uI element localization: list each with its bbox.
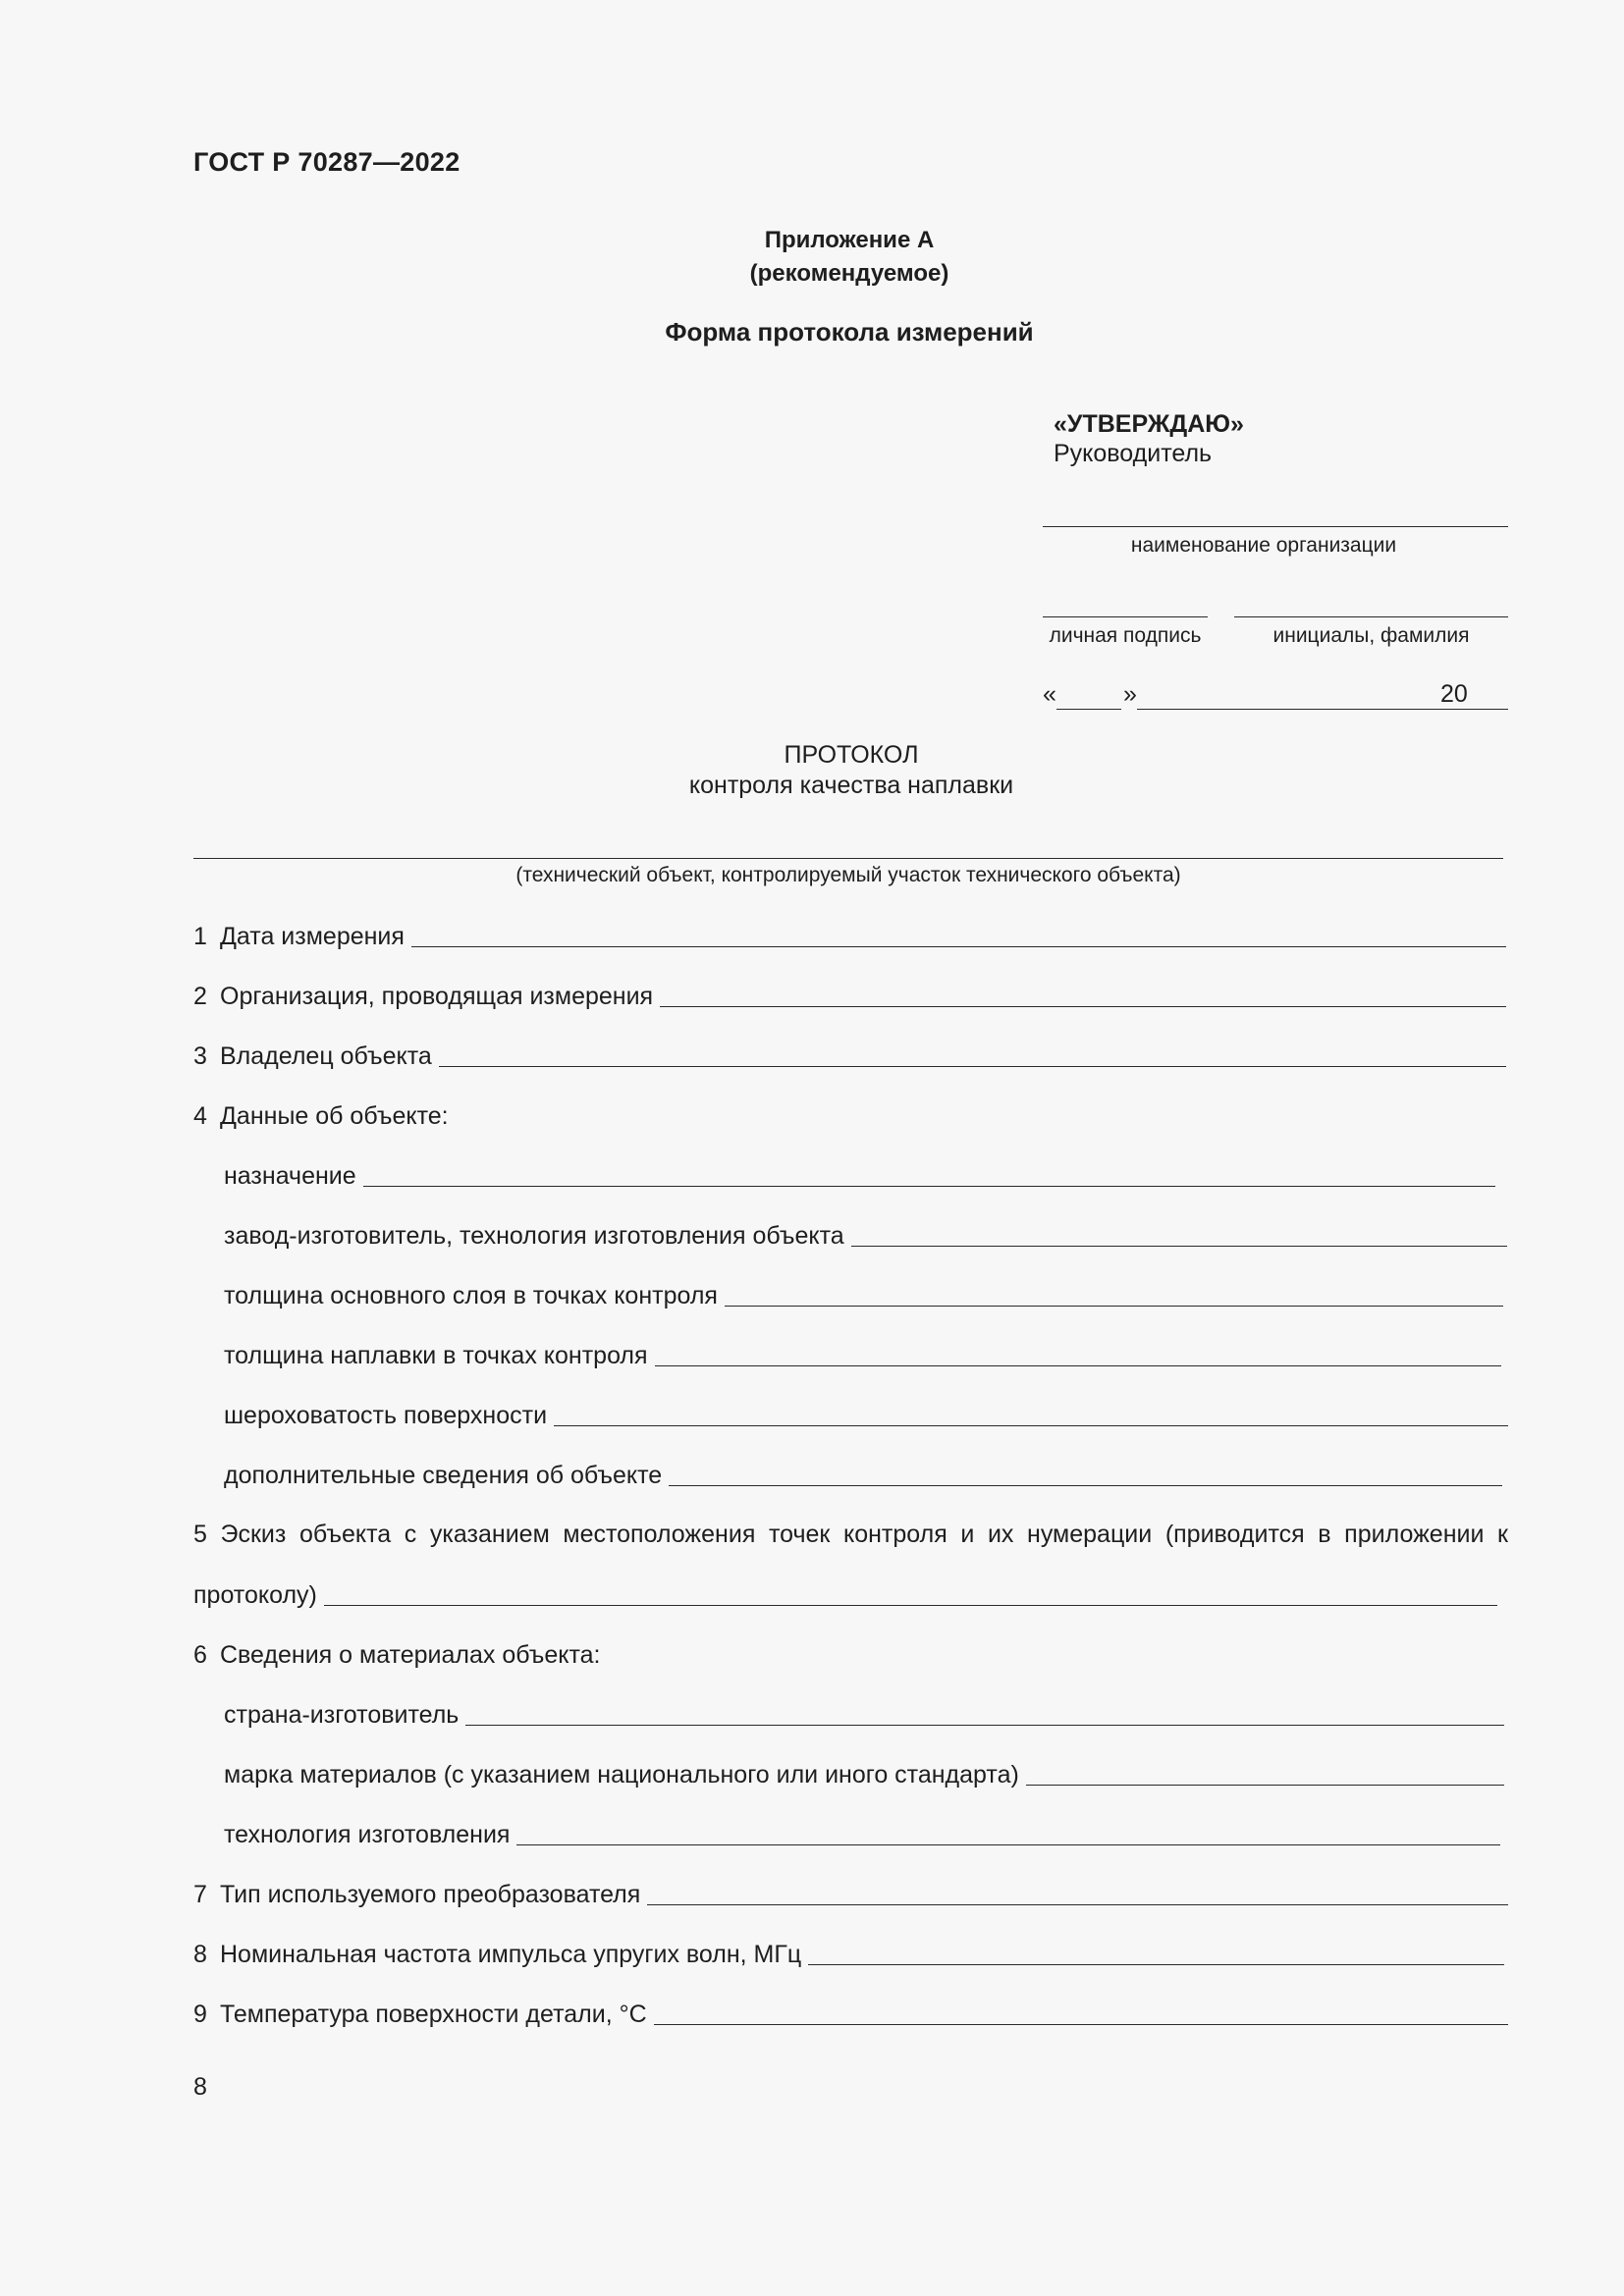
overlay-thickness-field[interactable] (655, 1365, 1501, 1366)
manufacturer-field[interactable] (851, 1246, 1507, 1247)
appendix-status: (рекомендуемое) (749, 260, 949, 287)
item-purpose (224, 1157, 1495, 1191)
item-number: 6 (193, 1641, 207, 1669)
purpose-field[interactable] (363, 1186, 1495, 1187)
item-object-data (193, 1097, 1506, 1131)
object-caption: (технический объект, контролируемый участок технического объекта) (515, 864, 1181, 886)
page-number: 8 (193, 2073, 207, 2101)
item-label: протоколу) (193, 1581, 317, 1609)
item-sketch-line1: 5 Эскиз объекта с указанием местоположения точек контроля и их нумерации (приводится в приложении к (193, 1521, 1508, 1548)
item-number: 4 (193, 1102, 207, 1130)
form-title: Форма протокола измерений (665, 317, 1034, 347)
item-manufacturing-technology (224, 1816, 1500, 1849)
object-owner-field[interactable] (439, 1066, 1506, 1067)
item-label: толщина основного слоя в точках контроля (224, 1282, 718, 1309)
item-surface-roughness (224, 1397, 1508, 1430)
protocol-subtitle: контроля качества наплавки (688, 772, 1014, 799)
date-close-quote: » (1123, 680, 1137, 708)
item-label: дополнительные сведения об объекте (224, 1462, 663, 1489)
item-number: 9 (193, 2001, 207, 2028)
item-pulse-frequency (193, 1936, 1504, 1969)
country-field[interactable] (465, 1725, 1504, 1726)
item-label: Данные об объекте: (220, 1102, 449, 1130)
item-overlay-thickness (224, 1337, 1501, 1370)
surface-temperature-field[interactable] (654, 2024, 1508, 2025)
organization-caption: наименование организации (1130, 534, 1397, 557)
item-number: 3 (193, 1042, 207, 1070)
item-label: Номинальная частота импульса упругих волн, МГц (220, 1941, 802, 1968)
protocol-heading (0, 740, 1624, 801)
item-measuring-organization (193, 978, 1506, 1011)
item-manufacturer (224, 1217, 1507, 1251)
date-month-line (1137, 709, 1498, 710)
item-label: Дата измерения (220, 923, 405, 950)
manufacturing-technology-field[interactable] (516, 1844, 1500, 1845)
item-label: Сведения о материалах объекта: (220, 1641, 601, 1669)
item-number: 8 (193, 1941, 207, 1968)
surface-roughness-field[interactable] (554, 1425, 1508, 1426)
appendix-heading (0, 224, 1624, 291)
appendix-title: Приложение А (764, 227, 935, 253)
item-label: марка материалов (с указанием национального или иного стандарта) (224, 1761, 1019, 1789)
signature-caption: личная подпись (1049, 624, 1202, 647)
approval-stamp: «УТВЕРЖДАЮ» (1054, 410, 1244, 438)
additional-info-field[interactable] (669, 1485, 1502, 1486)
object-line (193, 858, 1503, 859)
item-number: 2 (193, 983, 207, 1010)
signature-line (1043, 616, 1208, 617)
item-number: 7 (193, 1881, 207, 1908)
item-material-grade (224, 1756, 1504, 1789)
standard-designation: ГОСТ Р 70287—2022 (193, 147, 460, 177)
item-label: технология изготовления (224, 1821, 511, 1848)
item-label: шероховатость поверхности (224, 1402, 548, 1429)
item-transducer-type (193, 1876, 1508, 1909)
item-object-owner (193, 1038, 1506, 1071)
material-grade-field[interactable] (1026, 1785, 1504, 1786)
organization-line (1043, 526, 1508, 527)
item-surface-temperature (193, 1996, 1508, 2029)
date-open-quote: « (1043, 680, 1056, 708)
protocol-title: ПРОТОКОЛ (784, 741, 919, 769)
transducer-type-field[interactable] (647, 1904, 1508, 1905)
item-measurement-date (193, 918, 1506, 951)
base-layer-thickness-field[interactable] (725, 1306, 1503, 1307)
item-label: страна-изготовитель (224, 1701, 460, 1729)
item-label: Владелец объекта (220, 1042, 432, 1070)
item-label: Тип используемого преобразователя (220, 1881, 641, 1908)
date-year-line (1468, 709, 1508, 710)
item-label: Организация, проводящая измерения (220, 983, 654, 1010)
date-day-line (1056, 709, 1121, 710)
measuring-organization-field[interactable] (660, 1006, 1506, 1007)
date-year-prefix: 20 (1440, 680, 1468, 708)
sketch-field[interactable] (324, 1605, 1497, 1606)
item-label: Температура поверхности детали, °С (220, 2001, 647, 2028)
name-line (1234, 616, 1508, 617)
approval-role: Руководитель (1054, 440, 1213, 467)
pulse-frequency-field[interactable] (808, 1964, 1504, 1965)
item-label: толщина наплавки в точках контроля (224, 1342, 648, 1369)
item-additional-info (224, 1457, 1502, 1490)
item-country (224, 1696, 1504, 1730)
item-number: 1 (193, 923, 207, 950)
item-label: завод-изготовитель, технология изготовления объекта (224, 1222, 844, 1250)
measurement-date-field[interactable] (411, 946, 1506, 947)
item-label: назначение (224, 1162, 356, 1190)
item-materials (193, 1636, 1506, 1670)
item-base-layer-thickness (224, 1277, 1503, 1310)
name-caption: инициалы, фамилия (1272, 624, 1470, 647)
approval-date (1043, 680, 1508, 712)
item-sketch (193, 1576, 1497, 1610)
